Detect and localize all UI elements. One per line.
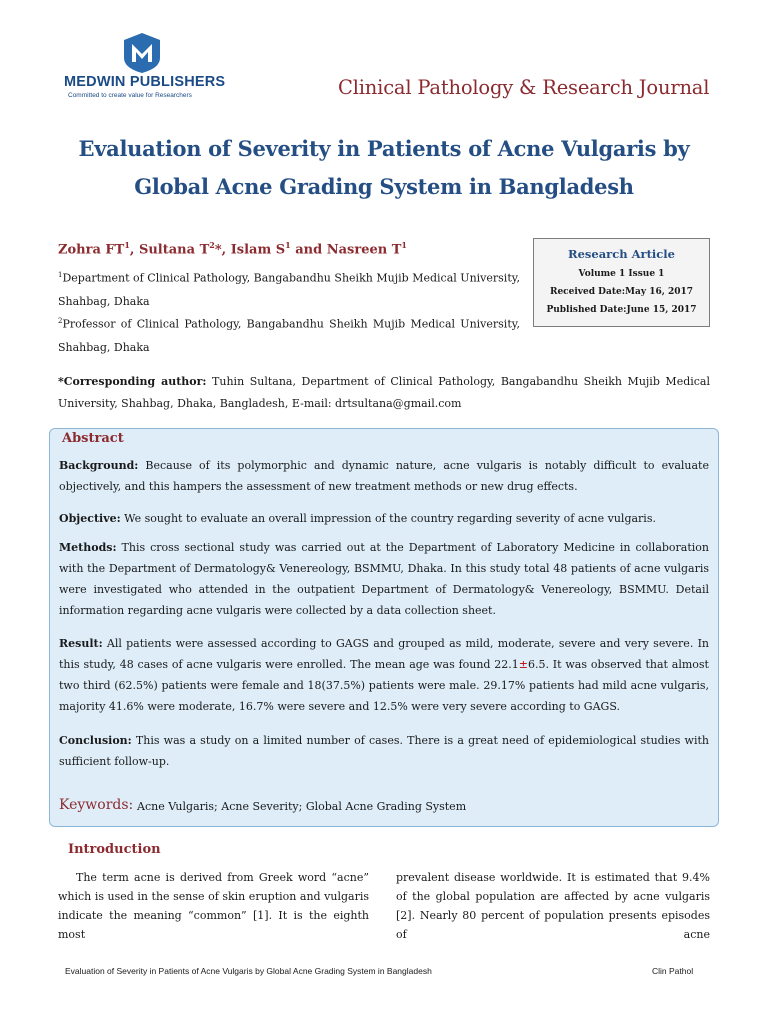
abstract-result — [59, 633, 709, 717]
corresponding-text: Tuhin Sultana, Department of Clinical Pathology, Bangabandhu Sheikh Mujib Medical University, Shahbag, Dhaka, Bangladesh, E-mail: drtsultana@gmail.com — [58, 375, 710, 410]
received-value: May 16, 2017 — [625, 287, 694, 297]
plus-minus-sign: ± — [518, 658, 528, 671]
intro-column-right: prevalent disease worldwide. It is estimated that 9.4% of the global population are affected by acne vulgaris [2]. Nearly 80 percent of population presents episodes of acne — [396, 871, 710, 941]
received-date — [534, 287, 709, 297]
author-sup: 2 — [209, 240, 215, 250]
author-name: Islam S — [230, 242, 286, 258]
objective-text: We sought to evaluate an overall impression of the country regarding severity of acne vulgaris. — [120, 512, 656, 525]
published-date — [534, 305, 709, 315]
keywords-label: Keywords: — [59, 797, 134, 813]
author-name: Zohra FT — [58, 242, 125, 258]
result-label: Result: — [59, 637, 103, 650]
affiliation-sup: 1 — [58, 271, 63, 279]
footer-journal-abbrev: Clin Pathol — [652, 966, 694, 976]
abstract-objective — [59, 508, 709, 529]
publisher-tagline: Committed to create value for Researchers — [68, 92, 192, 99]
volume-issue: Volume 1 Issue 1 — [578, 269, 665, 279]
publisher-shield-icon — [122, 32, 162, 74]
author-separator: and — [290, 242, 327, 258]
abstract-box — [49, 428, 719, 827]
footer-title: Evaluation of Severity in Patients of Acne Vulgaris by Global Acne Grading System in Bangladesh — [65, 966, 432, 976]
conclusion-text: This was a study on a limited number of cases. There is a great need of epidemiological studies with sufficient follow-up. — [59, 734, 709, 768]
affiliation-text: Professor of Clinical Pathology, Bangabandhu Sheikh Mujib Medical University, Shahbag, Dhaka — [58, 317, 520, 354]
background-text: Because of its polymorphic and dynamic nature, acne vulgaris is notably difficult to evaluate objectively, and this hampers the assessment of new treatment methods or new drug effects. — [59, 459, 709, 493]
author-sup: 1 — [401, 240, 407, 250]
objective-label: Objective: — [59, 512, 121, 525]
methods-label: Methods: — [59, 541, 117, 554]
article-title: Evaluation of Severity in Patients of Acne Vulgaris by Global Acne Grading System in Bangladesh — [78, 136, 690, 199]
article-type: Research Article — [568, 247, 675, 261]
conclusion-label: Conclusion: — [59, 734, 132, 747]
result-text-a: All patients were assessed according to GAGS and grouped as mild, moderate, severe and very severe. In this study, 48 cases of acne vulgaris were enrolled. The mean age was found 22.1 — [59, 637, 709, 671]
result-text-b: 6.5. It was observed that almost two third (62.5%) patients were female and 18(37.5%) patients were male. 29.17% patients had mild acne vulgaris, majority 41.6% were moderate, 16.7% were severe and 12.5% were very severe according to GAGS. — [59, 658, 709, 713]
corresponding-label: *Corresponding author: — [58, 375, 207, 388]
abstract-methods — [59, 537, 709, 621]
article-info-box — [533, 238, 710, 327]
journal-name: Clinical Pathology & Research Journal — [338, 76, 710, 99]
author-sup: 1 — [124, 240, 130, 250]
published-value: June 15, 2017 — [626, 305, 697, 315]
intro-column-left: The term acne is derived from Greek word “acne” which is used in the sense of skin eruption and vulgaris indicate the meaning “common” [1]. It is the eighth most — [58, 871, 369, 941]
publisher-logo — [64, 32, 224, 102]
introduction-heading: Introduction — [68, 842, 161, 857]
methods-text: This cross sectional study was carried out at the Department of Laboratory Medicine in collaboration with the Department of Dermatology& Venereology, BSMMU, Dhaka. In this study total 48 patients of acne vulgaris were investigated who attended in the outpatient Department of Dermatology& Venereology, BSMMU. Detail information regarding acne vulgaris were collected by a data collection sheet. — [59, 541, 709, 617]
author-separator: *, — [214, 242, 231, 258]
abstract-background — [59, 455, 709, 497]
author-name: Sultana T — [138, 242, 210, 258]
author-sup: 1 — [285, 240, 291, 250]
author-list — [58, 240, 407, 257]
received-label: Received Date: — [549, 287, 626, 297]
affiliation-text: Department of Clinical Pathology, Bangabandhu Sheikh Mujib Medical University, Shahbag, Dhaka — [58, 271, 520, 308]
corresponding-author — [58, 371, 710, 415]
affiliation — [58, 310, 520, 359]
keywords-text: Acne Vulgaris; Acne Severity; Global Acne Grading System — [137, 800, 467, 813]
abstract-heading: Abstract — [62, 431, 124, 446]
background-label: Background: — [59, 459, 139, 472]
published-label: Published Date: — [546, 305, 627, 315]
author-name: Nasreen T — [326, 242, 402, 258]
abstract-conclusion — [59, 730, 709, 772]
publisher-name: MEDWIN PUBLISHERS — [64, 74, 226, 90]
author-separator: , — [129, 242, 139, 258]
affiliation — [58, 264, 520, 313]
affiliation-sup: 2 — [58, 317, 63, 325]
